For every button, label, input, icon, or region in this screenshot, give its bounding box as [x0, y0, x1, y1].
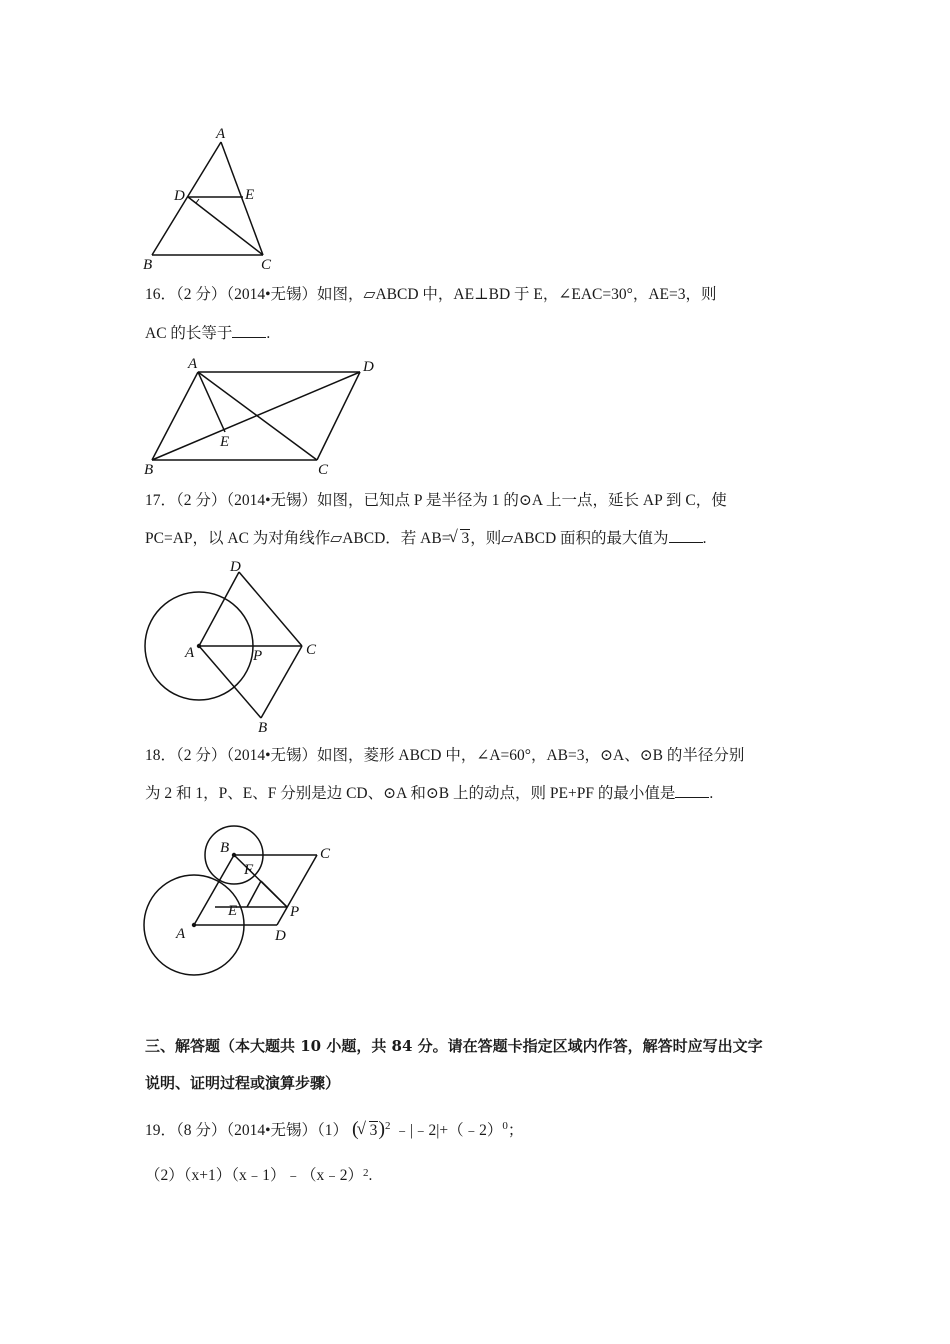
answer-blank: [232, 323, 266, 338]
fig18-label-B: B: [220, 840, 230, 856]
figure-q18-svg: [140, 820, 340, 980]
q16-line2-end: .: [266, 325, 271, 342]
fig17-label-D: D: [230, 559, 241, 575]
q17-line2-a: PC=AP，以 AC 为对角线作▱ABCD．若 AB=: [145, 530, 451, 547]
section3-heading-line1: 三、解答题（本大题共 10 小题，共 84 分。请在答题卡指定区域内作答，解答时应写出文字: [145, 1037, 763, 1055]
q17-sqrt-value: 3: [461, 530, 470, 547]
q19-prefix: 19．（8 分）（2014•无锡）（1）: [145, 1122, 349, 1139]
fig17-label-A: A: [185, 645, 195, 661]
fig18-label-E: E: [228, 903, 238, 919]
q18-line2-text: 为 2 和 1，P、E、F 分别是边 CD、⊙A 和⊙B 上的动点，则 PE+PF 的最小值是: [145, 785, 676, 802]
figure-q17-svg: [140, 555, 340, 740]
section3-heading-line2: 说明、证明过程或演算步骤）: [145, 1074, 341, 1092]
fig18-label-C: C: [320, 846, 331, 862]
q19-line2-exp: 2: [363, 1167, 369, 1179]
fig17-label-B: B: [258, 720, 268, 736]
fig16-label-D: D: [363, 359, 374, 375]
fig18-label-P: P: [290, 904, 300, 920]
q16-line2: [145, 323, 270, 345]
fig17-label-C: C: [306, 642, 317, 658]
q19-exp1: 2: [385, 1120, 391, 1132]
q19-line2: [145, 1165, 372, 1187]
q18-line2-end: .: [709, 785, 714, 802]
fig16-label-B: B: [144, 462, 154, 478]
fig16-label-C: C: [318, 462, 329, 478]
answer-blank: [669, 528, 703, 543]
sqrt-symbol: [360, 1120, 379, 1142]
fig15-label-E: E: [245, 187, 255, 203]
q19-sqrt-value: 3: [369, 1122, 378, 1139]
sqrt-symbol: [451, 528, 470, 550]
figure-q15-svg: [138, 120, 288, 275]
figure-q16-parallelogram: [140, 350, 390, 480]
q19-end: ；: [507, 1122, 524, 1139]
fig15-label-C: C: [261, 257, 272, 273]
q19-mid: ﹣|﹣2|+（﹣2）: [394, 1122, 503, 1139]
q19-line2-end: .: [368, 1167, 373, 1184]
fig18-label-F: F: [244, 862, 254, 878]
q19-line1: [145, 1118, 523, 1142]
figure-q15-triangle: [138, 120, 288, 275]
q18-line2: [145, 783, 713, 805]
q19-exp2: 0: [502, 1120, 508, 1132]
paren-open: (: [351, 1118, 359, 1140]
fig15-label-D: D: [174, 188, 185, 204]
q17-line1: 17．（2 分）（2014•无锡）如图，已知点 P 是半径为 1 的⊙A 上一点，延长 AP 到 C，使: [145, 492, 727, 509]
fig18-label-A: A: [176, 926, 186, 942]
q16-line1: 16．（2 分）（2014•无锡）如图，▱ABCD 中，AE⊥BD 于 E，∠EAC=30°，AE=3，则: [145, 286, 717, 303]
figure-q16-svg: [140, 350, 390, 480]
fig15-label-B: B: [143, 257, 153, 273]
answer-blank: [675, 783, 709, 798]
figure-q17-circle: [140, 555, 340, 740]
fig16-label-A: A: [188, 356, 198, 372]
figure-q18-rhombus: [140, 820, 340, 980]
paren-close: ): [378, 1118, 386, 1140]
fig18-label-D: D: [275, 928, 286, 944]
q17-line2-end: .: [702, 530, 707, 547]
q18-line1: 18．（2 分）（2014•无锡）如图，菱形 ABCD 中，∠A=60°，AB=3，⊙A、⊙B 的半径分别: [145, 747, 745, 764]
q16-line2-text: AC 的长等于: [145, 325, 233, 342]
fig16-label-E: E: [220, 434, 230, 450]
q19-line2-a: （2）（x+1）（x﹣1）﹣（x﹣2）: [145, 1167, 363, 1184]
fig17-label-P: P: [253, 648, 263, 664]
fig15-label-A: A: [216, 126, 226, 142]
q17-line2-b: ，则▱ABCD 面积的最大值为: [470, 530, 669, 547]
q17-line2: [145, 528, 706, 550]
